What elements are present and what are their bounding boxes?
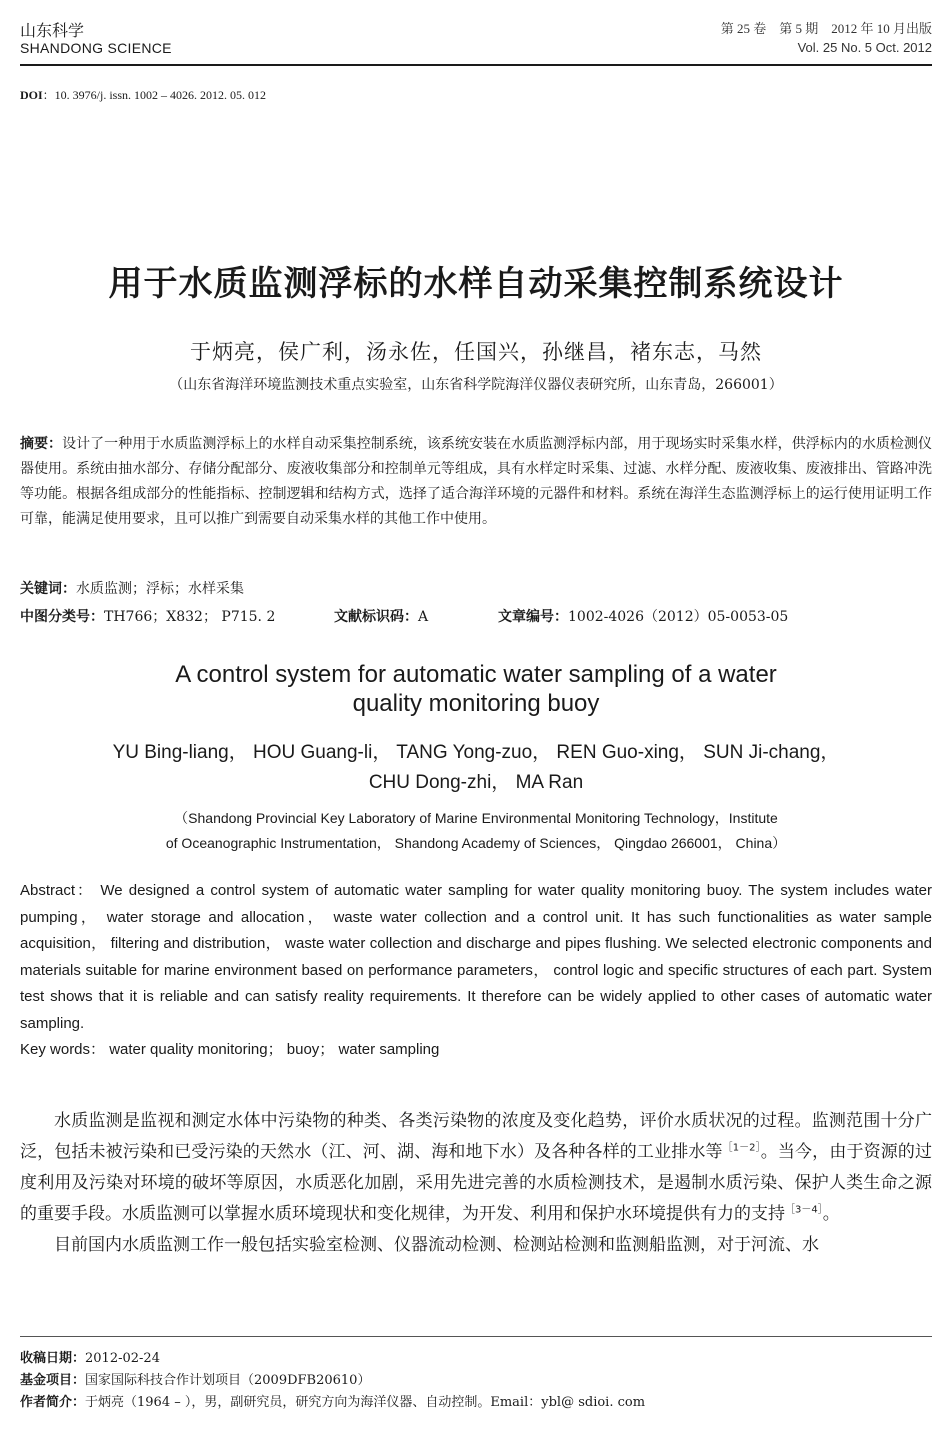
doi-value: ：10. 3976/j. issn. 1002 – 4026. 2012. 05. 012 <box>42 88 267 102</box>
clc-number <box>20 606 275 626</box>
doi-line <box>20 86 266 103</box>
title-en-line-1: A control system for automatic water sampling of a water <box>175 661 777 688</box>
abstract-en <box>20 878 932 1037</box>
body-text <box>20 1106 932 1261</box>
doc-code-label: 文献标识码： <box>334 609 418 625</box>
authors-en-line-1: YU Bing-liang， HOU Guang-li， TANG Yong-zuo， REN Guo-xing， SUN Ji-chang， <box>112 742 840 763</box>
authors-en-line-2: CHU Dong-zhi， MA Ran <box>368 772 584 793</box>
affiliation-cn: （山东省海洋环境监测技术重点实验室，山东省科学院海洋仪器仪表研究所，山东青岛，266001） <box>169 377 783 393</box>
citation-3-4[interactable]: ［3－4］ <box>785 1204 823 1216</box>
header-divider <box>20 64 932 66</box>
body-paragraph-1 <box>20 1106 932 1230</box>
abstract-en-label: Abstract： <box>20 882 95 899</box>
affiliation-en <box>20 806 932 856</box>
author-bio-value: 于炳亮（1964 – ），男，副研究员，研究方向为海洋仪器、自动控制。Email：ybl@ sdioi. com <box>85 1395 646 1410</box>
keywords-en-label: Key words： <box>20 1041 106 1058</box>
author-bio-label: 作者简介： <box>20 1395 86 1410</box>
footnote-divider <box>20 1336 932 1337</box>
authors-en <box>20 738 932 798</box>
keywords-cn <box>20 578 244 598</box>
article-number-value: 1002-4026（2012）05-0053-05 <box>568 609 789 625</box>
authors-cn: 于炳亮，侯广利，汤永佐，任国兴，孙继昌，褚东志，马然 <box>190 340 762 364</box>
abstract-en-text: We designed a control system of automatic water sampling for water quality monitoring buoy. The system includes water pumping， water storage and allocation， waste water collection and a control unit. It has such functionalities as water sample acquisition， filtering and distribution， waste water collection and discharge and pipes flushing. We selected electronic components and materials suitable for marine environment based on performance parameters， control logic and specific structures of each part. System test shows that it is reliable and can satisfy reality requirements. It therefore can be widely applied to other cases of automatic water sampling. <box>20 882 932 1032</box>
received-date <box>20 1348 932 1370</box>
doi-label: DOI <box>20 88 43 102</box>
fund-project <box>20 1370 932 1392</box>
body-p1-part-c: 。 <box>822 1204 840 1224</box>
body-p1-part-a: 水质监测是监视和测定水体中污染物的种类、各类污染物的浓度及变化趋势，评价水质状况的过程。监测范围十分广泛，包括未被污染和已受污染的天然水（江、河、湖、海和地下水）及各种各样的工业排水等 <box>20 1111 932 1162</box>
fund-value: 国家国际科技合作计划项目（2009DFB20610） <box>85 1373 371 1388</box>
clc-value: TH766；X832； P715. 2 <box>104 609 276 625</box>
document-code <box>334 606 428 626</box>
received-label: 收稿日期： <box>20 1351 86 1366</box>
paper-title-cn: 用于水质监测浮标的水样自动采集控制系统设计 <box>108 264 844 304</box>
keywords-en <box>20 1038 439 1059</box>
journal-header <box>20 14 932 66</box>
article-number-label: 文章编号： <box>498 609 568 625</box>
keywords-cn-text: 水质监测；浮标；水样采集 <box>76 581 244 597</box>
fund-label: 基金项目： <box>20 1373 86 1388</box>
footnote <box>20 1348 932 1414</box>
title-en-line-2: quality monitoring buoy <box>352 690 600 717</box>
issue-info-cn: 第 25 卷 第 5 期 2012 年 10 月出版 <box>720 21 932 36</box>
paper-page <box>20 0 932 1434</box>
citation-1-2[interactable]: ［1－2］ <box>722 1142 761 1154</box>
abstract-cn <box>20 432 932 532</box>
abstract-cn-text: 设计了一种用于水质监测浮标上的水样自动采集控制系统，该系统安装在水质监测浮标内部，用于现场实时采集水样，供浮标内的水质检测仪器使用。系统由抽水部分、存储分配部分、废液收集部分和控制单元等组成，具有水样定时采集、过滤、水样分配、废液收集、废液排出、管路冲洗等功能。根据各组成部分的性能指标、控制逻辑和结构方式，选择了适合海洋环境的元器件和材料。系统在海洋生态监测浮标上的运行使用证明工作可靠，能满足使用要求，且可以推广到需要自动采集水样的其他工作中使用。 <box>20 436 932 527</box>
keywords-en-text: water quality monitoring； buoy； water sampling <box>105 1041 440 1058</box>
affiliation-en-line-1: （Shandong Provincial Key Laboratory of Marine Environmental Monitoring Technology，Institute <box>174 810 778 826</box>
journal-name-en: SHANDONG SCIENCE <box>20 40 172 56</box>
doc-code-value: A <box>418 609 429 625</box>
affiliation-en-line-2: of Oceanographic Instrumentation， Shandong Academy of Sciences， Qingdao 266001， China） <box>165 835 787 851</box>
received-value: 2012-02-24 <box>85 1351 160 1366</box>
abstract-cn-label: 摘要： <box>20 436 63 452</box>
clc-label: 中图分类号： <box>20 609 104 625</box>
journal-name-cn: 山东科学 <box>20 21 85 40</box>
body-paragraph-2: 目前国内水质监测工作一般包括实验室检测、仪器流动检测、检测站检测和监测船监测，对于河流、水 <box>54 1235 819 1255</box>
issue-info-en: Vol. 25 No. 5 Oct. 2012 <box>797 40 932 55</box>
body-p1-part-b: 。当今，由于资源的过度利用及污染对环境的破坏等原因，水质恶化加剧，采用先进完善的水质检测技术，是遏制水质污染、保护人类生命之源的重要手段。水质监测可以掌握水质环境现状和变化规律，为开发、利用和保护水环境提供有力的支持 <box>20 1142 932 1224</box>
keywords-cn-label: 关键词： <box>20 581 76 597</box>
article-number <box>498 606 788 626</box>
author-bio <box>20 1392 932 1414</box>
paper-title-en <box>20 660 932 718</box>
